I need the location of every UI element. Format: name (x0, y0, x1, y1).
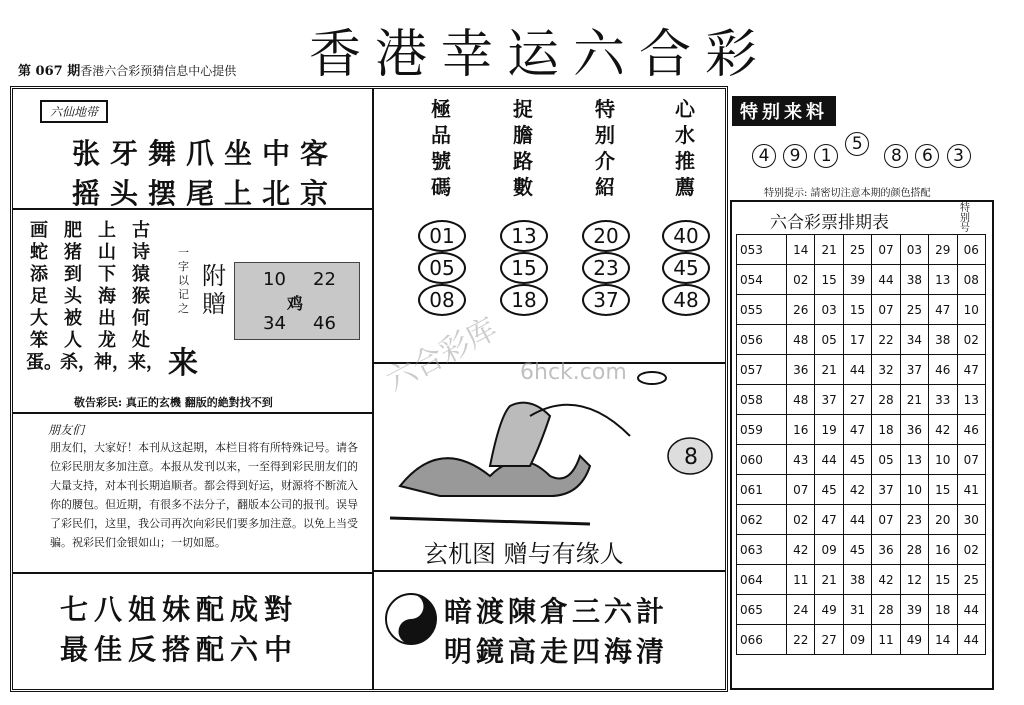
table-row (737, 415, 986, 445)
table-cell-number: 32 (872, 355, 900, 385)
col2-num-3: 18 (500, 284, 548, 316)
bottom-center-line2: 明鏡高走四海清 (444, 635, 669, 668)
table-cell-number: 08 (957, 265, 985, 295)
table-cell-number: 47 (929, 295, 957, 325)
column-head-4: 心水推薦 (675, 97, 695, 199)
table-cell-number: 27 (843, 385, 871, 415)
table-cell-number: 16 (787, 415, 815, 445)
table-cell-number: 11 (787, 565, 815, 595)
table-cell-number: 03 (900, 235, 928, 265)
table-cell-number: 44 (815, 445, 843, 475)
picture-caption: 玄机图 赠与有缘人 (424, 540, 624, 568)
col4-num-2: 45 (662, 252, 710, 284)
table-cell-number: 43 (787, 445, 815, 475)
table-cell-number: 37 (815, 385, 843, 415)
table-row (737, 355, 986, 385)
gift-num-3: 34 (263, 313, 286, 334)
table-cell-number: 25 (957, 565, 985, 595)
issue-number (18, 60, 236, 79)
table-cell-number: 22 (872, 325, 900, 355)
table-row (737, 505, 986, 535)
ground-line-icon (390, 518, 590, 524)
table-cell-number: 23 (900, 505, 928, 535)
issue-label: 第 067 期 (18, 64, 81, 79)
moon-icon (638, 372, 666, 384)
table-cell-number: 49 (815, 595, 843, 625)
table-cell-number: 44 (957, 625, 985, 655)
table-cell-number: 37 (900, 355, 928, 385)
special-num-7: 3 (947, 144, 971, 168)
table-cell-number: 30 (957, 505, 985, 535)
table-cell-number: 03 (815, 295, 843, 325)
special-num-5: 8 (884, 144, 908, 168)
table-cell-period: 063 (737, 535, 787, 565)
table-cell-number: 10 (957, 295, 985, 325)
table-cell-number: 42 (787, 535, 815, 565)
table-cell-number: 20 (929, 505, 957, 535)
poem-col-3: 上山下海出龙神， (94, 220, 130, 373)
page-title: 香港幸运六合彩 (308, 25, 771, 85)
watermark-text-1: 六合彩库 (380, 311, 503, 399)
table-cell-number: 02 (787, 505, 815, 535)
table-cell-number: 13 (900, 445, 928, 475)
table-cell-period: 066 (737, 625, 787, 655)
table-cell-number: 38 (900, 265, 928, 295)
table-cell-period: 065 (737, 595, 787, 625)
table-cell-number: 31 (843, 595, 871, 625)
left-top-tag: 六仙地带 (40, 100, 108, 123)
table-cell-number: 21 (815, 565, 843, 595)
col3-num-3: 37 (582, 284, 630, 316)
table-cell-number: 42 (872, 565, 900, 595)
table-row (737, 565, 986, 595)
divider-h5 (374, 570, 726, 572)
stone-mark-icon: 8 (684, 445, 698, 470)
column-head-2: 捉膽路數 (513, 97, 533, 199)
special-num-4: 5 (845, 132, 869, 156)
table-cell-number: 07 (957, 445, 985, 475)
table-cell-number: 24 (787, 595, 815, 625)
table-cell-number: 38 (843, 565, 871, 595)
table-cell-number: 15 (929, 475, 957, 505)
illustration-ox-rider (380, 366, 724, 526)
table-cell-number: 42 (929, 415, 957, 445)
col2-num-2: 15 (500, 252, 548, 284)
special-hint: 特别提示: 請密切注意本期的颜色搭配 (764, 188, 931, 199)
special-num-2: 9 (783, 144, 807, 168)
column-head-1: 極品號碼 (431, 97, 451, 199)
table-row (737, 625, 986, 655)
table-row (737, 325, 986, 355)
table-row (737, 295, 986, 325)
table-cell-period: 057 (737, 355, 787, 385)
table-cell-number: 02 (957, 535, 985, 565)
table-cell-number: 36 (900, 415, 928, 445)
table-cell-number: 44 (872, 265, 900, 295)
table-cell-number: 39 (900, 595, 928, 625)
table-cell-number: 07 (872, 295, 900, 325)
table-cell-number: 19 (815, 415, 843, 445)
gift-answer: 来 (168, 346, 198, 381)
table-cell-number: 49 (900, 625, 928, 655)
poem-col-4: 古诗猿猴何处来， (128, 220, 164, 373)
table-row (737, 535, 986, 565)
left-bottom-line2: 最佳反搭配六中 (60, 633, 299, 666)
table-cell-number: 45 (815, 475, 843, 505)
table-cell-number: 46 (929, 355, 957, 385)
left-top-line1: 张牙舞爪坐中客 (72, 137, 339, 170)
table-cell-number: 09 (815, 535, 843, 565)
notice-text: 敬告彩民: 真正的玄機 翻版的絶對找不到 (74, 396, 273, 409)
special-num-6: 6 (915, 144, 939, 168)
col3-num-2: 23 (582, 252, 630, 284)
table-row (737, 595, 986, 625)
table-cell-number: 47 (843, 415, 871, 445)
table-cell-number: 44 (843, 355, 871, 385)
table-cell-period: 062 (737, 505, 787, 535)
table-cell-period: 061 (737, 475, 787, 505)
table-cell-number: 09 (843, 625, 871, 655)
schedule-table (736, 234, 986, 655)
poem-col-2: 肥猪到头被人杀， (60, 220, 96, 373)
table-cell-number: 06 (957, 235, 985, 265)
table-cell-number: 28 (872, 595, 900, 625)
table-cell-period: 054 (737, 265, 787, 295)
table-cell-period: 055 (737, 295, 787, 325)
watermark-text-2: 6hck.com (520, 360, 627, 385)
col1-num-3: 08 (418, 284, 466, 316)
col4-num-3: 48 (662, 284, 710, 316)
table-cell-period: 056 (737, 325, 787, 355)
table-cell-number: 34 (900, 325, 928, 355)
table-cell-number: 07 (872, 235, 900, 265)
left-bottom-line1: 七八姐妹配成對 (60, 593, 299, 626)
table-cell-number: 13 (957, 385, 985, 415)
table-cell-number: 15 (815, 265, 843, 295)
table-cell-number: 48 (787, 385, 815, 415)
table-cell-number: 10 (900, 475, 928, 505)
table-cell-number: 21 (900, 385, 928, 415)
gift-label: 附贈 (202, 262, 226, 318)
gift-num-4: 46 (313, 313, 336, 334)
table-row (737, 475, 986, 505)
table-cell-number: 13 (929, 265, 957, 295)
table-cell-number: 25 (900, 295, 928, 325)
col1-num-2: 05 (418, 252, 466, 284)
table-cell-number: 16 (929, 535, 957, 565)
table-cell-number: 44 (957, 595, 985, 625)
table-cell-number: 15 (929, 565, 957, 595)
special-numbers (752, 134, 973, 168)
bottom-center-line1: 暗渡陳倉三六計 (444, 595, 669, 628)
letter-body: 朋友们，大家好！本刊从这起期，本栏目将有所特殊记号。请各位彩民朋友多加注意。本报从发刊以来，一至得到彩民朋友们的大量支持，对本刊长期追顺者。都会得到好运，财源将不断流入你的腰包。但近期，有很多不法分子，翻版本公司的报刊。误导了彩民们，这里，我公司再次向彩民们要多加注意。以免上当受骗。祝彩民们金银如山；一切如愿。 (50, 441, 358, 549)
table-cell-number: 07 (787, 475, 815, 505)
table-cell-number: 42 (843, 475, 871, 505)
gift-num-1: 10 (263, 269, 286, 290)
table-cell-number: 29 (929, 235, 957, 265)
col1-num-1: 01 (418, 220, 466, 252)
divider-vertical-left (372, 88, 374, 690)
table-cell-period: 059 (737, 415, 787, 445)
table-cell-number: 14 (787, 235, 815, 265)
table-row (737, 445, 986, 475)
divider-h3 (12, 572, 372, 574)
table-cell-period: 058 (737, 385, 787, 415)
table-cell-number: 38 (929, 325, 957, 355)
table-row (737, 385, 986, 415)
table-cell-number: 14 (929, 625, 957, 655)
schedule-side-label: 特别号 (960, 203, 970, 234)
rider-icon (490, 403, 550, 466)
table-cell-period: 060 (737, 445, 787, 475)
table-cell-number: 18 (872, 415, 900, 445)
table-cell-number: 47 (815, 505, 843, 535)
issue-subtitle: 香港六合彩预猜信息中心提供 (80, 64, 237, 78)
table-cell-number: 25 (843, 235, 871, 265)
table-cell-number: 46 (957, 415, 985, 445)
table-cell-number: 45 (843, 445, 871, 475)
table-cell-number: 10 (929, 445, 957, 475)
table-cell-number: 02 (787, 265, 815, 295)
table-cell-number: 36 (872, 535, 900, 565)
column-head-3: 特别介紹 (595, 97, 615, 199)
table-cell-number: 15 (843, 295, 871, 325)
table-cell-number: 18 (929, 595, 957, 625)
special-num-3: 1 (814, 144, 838, 168)
gift-box (234, 262, 360, 340)
table-cell-number: 39 (843, 265, 871, 295)
table-cell-number: 33 (929, 385, 957, 415)
divider-h2 (12, 412, 372, 414)
table-cell-number: 36 (787, 355, 815, 385)
table-cell-number: 44 (843, 505, 871, 535)
table-cell-period: 064 (737, 565, 787, 595)
col4-num-1: 40 (662, 220, 710, 252)
gift-animal: 鸡 (287, 294, 304, 313)
col3-num-1: 20 (582, 220, 630, 252)
table-cell-number: 26 (787, 295, 815, 325)
table-cell-number: 48 (787, 325, 815, 355)
poem-col-1: 画蛇添足大笨蛋。 (26, 220, 62, 373)
table-cell-number: 02 (957, 325, 985, 355)
table-row (737, 265, 986, 295)
table-cell-period: 053 (737, 235, 787, 265)
table-cell-number: 28 (872, 385, 900, 415)
table-cell-number: 45 (843, 535, 871, 565)
table-cell-number: 47 (957, 355, 985, 385)
table-cell-number: 28 (900, 535, 928, 565)
table-cell-number: 37 (872, 475, 900, 505)
special-num-1: 4 (752, 144, 776, 168)
table-cell-number: 07 (872, 505, 900, 535)
table-row (737, 235, 986, 265)
table-cell-number: 12 (900, 565, 928, 595)
yin-yang-icon (384, 592, 438, 646)
table-cell-number: 22 (787, 625, 815, 655)
letter-tag: 朋友们 (48, 423, 85, 437)
table-cell-number: 05 (872, 445, 900, 475)
table-cell-number: 21 (815, 235, 843, 265)
table-cell-number: 05 (815, 325, 843, 355)
table-cell-number: 21 (815, 355, 843, 385)
left-top-line2: 摇头摆尾上北京 (72, 177, 339, 210)
special-head: 特别来料 (732, 96, 836, 126)
table-cell-number: 11 (872, 625, 900, 655)
table-cell-number: 41 (957, 475, 985, 505)
table-cell-number: 27 (815, 625, 843, 655)
gift-side-text: 一字以记之 (178, 246, 189, 315)
gift-num-2: 22 (313, 269, 336, 290)
schedule-title: 六合彩票排期表 (770, 213, 889, 233)
table-cell-number: 17 (843, 325, 871, 355)
col2-num-1: 13 (500, 220, 548, 252)
